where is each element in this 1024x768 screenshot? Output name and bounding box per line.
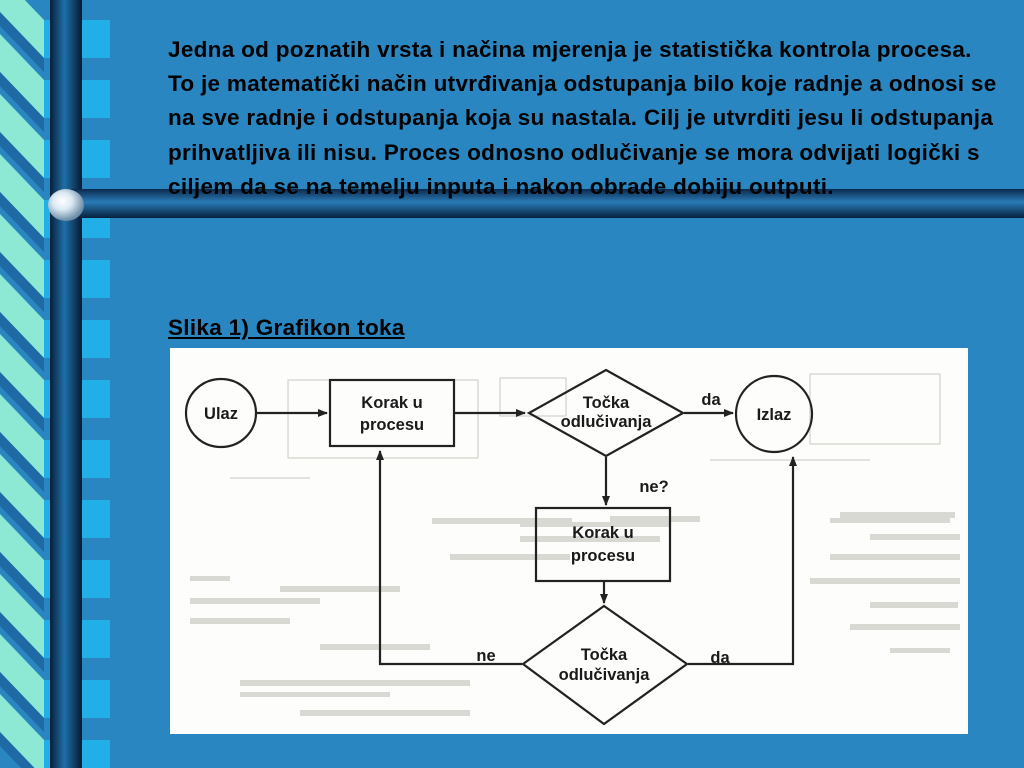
- flowchart: [170, 348, 968, 734]
- arrow-decision2-to-output: [688, 457, 793, 664]
- scan-text-lines: [190, 512, 960, 716]
- vertical-pipe: [50, 0, 82, 768]
- flowchart-figure: [170, 348, 968, 734]
- edge-label-no-bottom: ne: [476, 647, 496, 665]
- edge-label-yes-top: da: [701, 391, 721, 409]
- edge-label-yes-bottom: da: [710, 649, 730, 667]
- sphere-ornament: [48, 189, 84, 221]
- decision1-label-line2: odlučivanja: [560, 413, 652, 431]
- output-label: Izlaz: [756, 406, 792, 424]
- process-step-1: [330, 380, 454, 446]
- step1-label-line2: procesu: [359, 416, 425, 434]
- input-label: Ulaz: [204, 405, 238, 423]
- edge-label-no-top: ne?: [639, 478, 669, 496]
- step1-label-line1: Korak u: [361, 394, 423, 412]
- decision2-label-line1: Točka: [580, 646, 628, 664]
- decision1-label-line1: Točka: [582, 394, 630, 412]
- decision2-label-line2: odlučivanja: [558, 666, 650, 684]
- figure-caption: Slika 1) Grafikon toka: [168, 315, 405, 340]
- step2-label-line2: procesu: [570, 547, 636, 565]
- step2-label-line1: Korak u: [572, 524, 634, 542]
- body-paragraph: Jedna od poznatih vrsta i načina mjerenja je statistička kontrola procesa. To je matematički način utvrđivanja odstupanja bilo koje radnje a odnosi se na sve radnje i odstupanja koja su nastala. Cilj je utvrditi jesu li odstupanja prihvatljiva ili nisu. Proces odnosno odlučivanje se mora odvijati logički s ciljem da se na temelju inputa i nakon obrade dobiju outputi.: [168, 37, 997, 199]
- decision-node-2: [523, 606, 687, 724]
